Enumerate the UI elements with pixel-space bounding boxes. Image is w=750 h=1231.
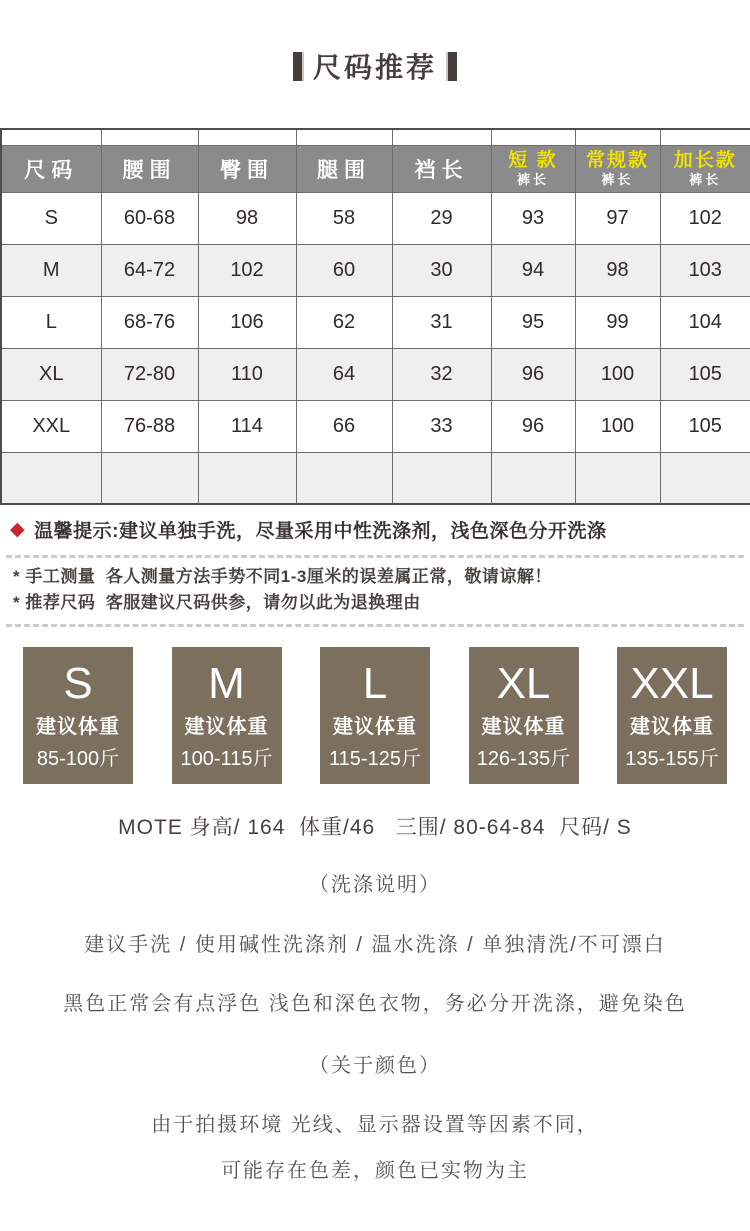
size-table bbox=[0, 128, 750, 505]
table-cell: 95 bbox=[491, 296, 575, 348]
title-bar-left-icon bbox=[293, 52, 302, 81]
dashed-divider bbox=[6, 555, 744, 558]
washing-heading: （洗涤说明） bbox=[309, 874, 441, 897]
size-card-letter: XL bbox=[496, 658, 551, 708]
table-cell: 29 bbox=[392, 192, 491, 244]
table-header-cell-highlight: 加长款 裤长 bbox=[660, 145, 750, 192]
size-card-label: 建议体重 bbox=[481, 716, 566, 739]
table-cell: 100 bbox=[575, 348, 660, 400]
size-card bbox=[469, 647, 579, 784]
size-card-weight: 135-155斤 bbox=[625, 748, 719, 771]
table-spacer-row-top bbox=[1, 129, 750, 145]
size-card-weight: 85-100斤 bbox=[36, 748, 120, 771]
table-cell: 66 bbox=[296, 400, 392, 452]
diamond-icon: ◆ bbox=[10, 519, 26, 540]
size-cards bbox=[0, 647, 750, 784]
table-spacer-row-bottom bbox=[1, 452, 750, 504]
table-header-cell: 尺码 bbox=[1, 145, 101, 192]
table-cell: 96 bbox=[491, 400, 575, 452]
measurement-notes bbox=[13, 566, 750, 614]
table-cell: XL bbox=[1, 348, 101, 400]
title-bar-right-icon bbox=[448, 52, 457, 81]
table-cell: 94 bbox=[491, 244, 575, 296]
table-cell: 76-88 bbox=[101, 400, 198, 452]
table-cell: 30 bbox=[392, 244, 491, 296]
size-card-weight: 100-115斤 bbox=[180, 748, 273, 771]
color-note-line: 可能存在色差，颜色已实物为主 bbox=[221, 1160, 529, 1183]
table-cell: 68-76 bbox=[101, 296, 198, 348]
dashed-divider bbox=[6, 624, 744, 627]
note-line: * 手工测量 各人测量方法手势不同1-3厘米的误差属正常，敬请谅解！ bbox=[13, 567, 552, 586]
table-cell: 98 bbox=[198, 192, 296, 244]
washing-line: 建议手洗 / 使用碱性洗涤剂 / 温水洗涤 / 单独清洗/不可漂白 bbox=[84, 934, 666, 957]
warm-tip bbox=[10, 516, 750, 543]
table-header-cell-highlight: 常规款 裤长 bbox=[575, 145, 660, 192]
size-card bbox=[172, 647, 282, 784]
table-cell: 33 bbox=[392, 400, 491, 452]
size-card-letter: M bbox=[208, 658, 245, 708]
table-cell: 99 bbox=[575, 296, 660, 348]
table-cell: 98 bbox=[575, 244, 660, 296]
size-card bbox=[320, 647, 430, 784]
size-card-label: 建议体重 bbox=[184, 716, 269, 739]
table-cell: 102 bbox=[660, 192, 750, 244]
table-cell: 72-80 bbox=[101, 348, 198, 400]
table-cell: 105 bbox=[660, 348, 750, 400]
table-cell: 60 bbox=[296, 244, 392, 296]
size-card-letter: XXL bbox=[630, 658, 714, 708]
size-card-weight: 126-135斤 bbox=[476, 748, 571, 771]
table-header-cell-highlight: 短 款 裤长 bbox=[491, 145, 575, 192]
size-card-letter: S bbox=[63, 658, 93, 708]
table-cell: 114 bbox=[198, 400, 296, 452]
color-note-heading: （关于颜色） bbox=[309, 1055, 441, 1078]
table-cell: 100 bbox=[575, 400, 660, 452]
table-cell: 104 bbox=[660, 296, 750, 348]
table-cell: S bbox=[1, 192, 101, 244]
table-cell: 102 bbox=[198, 244, 296, 296]
size-card-label: 建议体重 bbox=[333, 716, 417, 739]
table-cell: 64-72 bbox=[101, 244, 198, 296]
table-cell: 97 bbox=[575, 192, 660, 244]
size-card bbox=[23, 647, 133, 784]
size-card bbox=[617, 647, 727, 784]
table-row bbox=[1, 244, 750, 296]
table-header-cell: 裆长 bbox=[392, 145, 491, 192]
table-header-cell: 臀围 bbox=[198, 145, 296, 192]
table-row bbox=[1, 192, 750, 244]
table-cell: 64 bbox=[296, 348, 392, 400]
table-header-cell: 腰围 bbox=[101, 145, 198, 192]
table-cell: 93 bbox=[491, 192, 575, 244]
table-header-cell: 腿围 bbox=[296, 145, 392, 192]
table-cell: 105 bbox=[660, 400, 750, 452]
size-card-letter: L bbox=[362, 658, 388, 708]
table-row bbox=[1, 348, 750, 400]
table-cell: 60-68 bbox=[101, 192, 198, 244]
note-line: * 推荐尺码 客服建议尺码供参，请勿以此为退换理由 bbox=[13, 593, 421, 613]
table-row bbox=[1, 400, 750, 452]
size-card-label: 建议体重 bbox=[630, 716, 714, 739]
washing-line: 黑色正常会有点浮色 浅色和深色衣物，务必分开洗涤，避免染色 bbox=[63, 993, 687, 1016]
table-cell: 106 bbox=[198, 296, 296, 348]
table-cell: 62 bbox=[296, 296, 392, 348]
table-cell: 31 bbox=[392, 296, 491, 348]
warm-tip-text: 温馨提示:建议单独手洗，尽量采用中性洗涤剂，浅色深色分开洗涤 bbox=[34, 521, 607, 542]
table-cell: 32 bbox=[392, 348, 491, 400]
table-cell: 96 bbox=[491, 348, 575, 400]
table-row bbox=[1, 296, 750, 348]
table-cell: L bbox=[1, 296, 101, 348]
table-cell: 58 bbox=[296, 192, 392, 244]
title-section bbox=[0, 46, 750, 86]
table-cell: 110 bbox=[198, 348, 296, 400]
table-header-row bbox=[1, 145, 750, 192]
size-card-weight: 115-125斤 bbox=[329, 748, 421, 771]
page-title: 尺码推荐 bbox=[312, 52, 437, 83]
color-note-line: 由于拍摄环境 光线、显示器设置等因素不同， bbox=[151, 1114, 599, 1137]
table-cell: 103 bbox=[660, 244, 750, 296]
model-info: MOTE 身高/ 164 体重/46 三围/ 80-64-84 尺码/ S bbox=[118, 816, 632, 840]
table-cell: M bbox=[1, 244, 101, 296]
table-cell: XXL bbox=[1, 400, 101, 452]
size-card-label: 建议体重 bbox=[36, 716, 120, 739]
